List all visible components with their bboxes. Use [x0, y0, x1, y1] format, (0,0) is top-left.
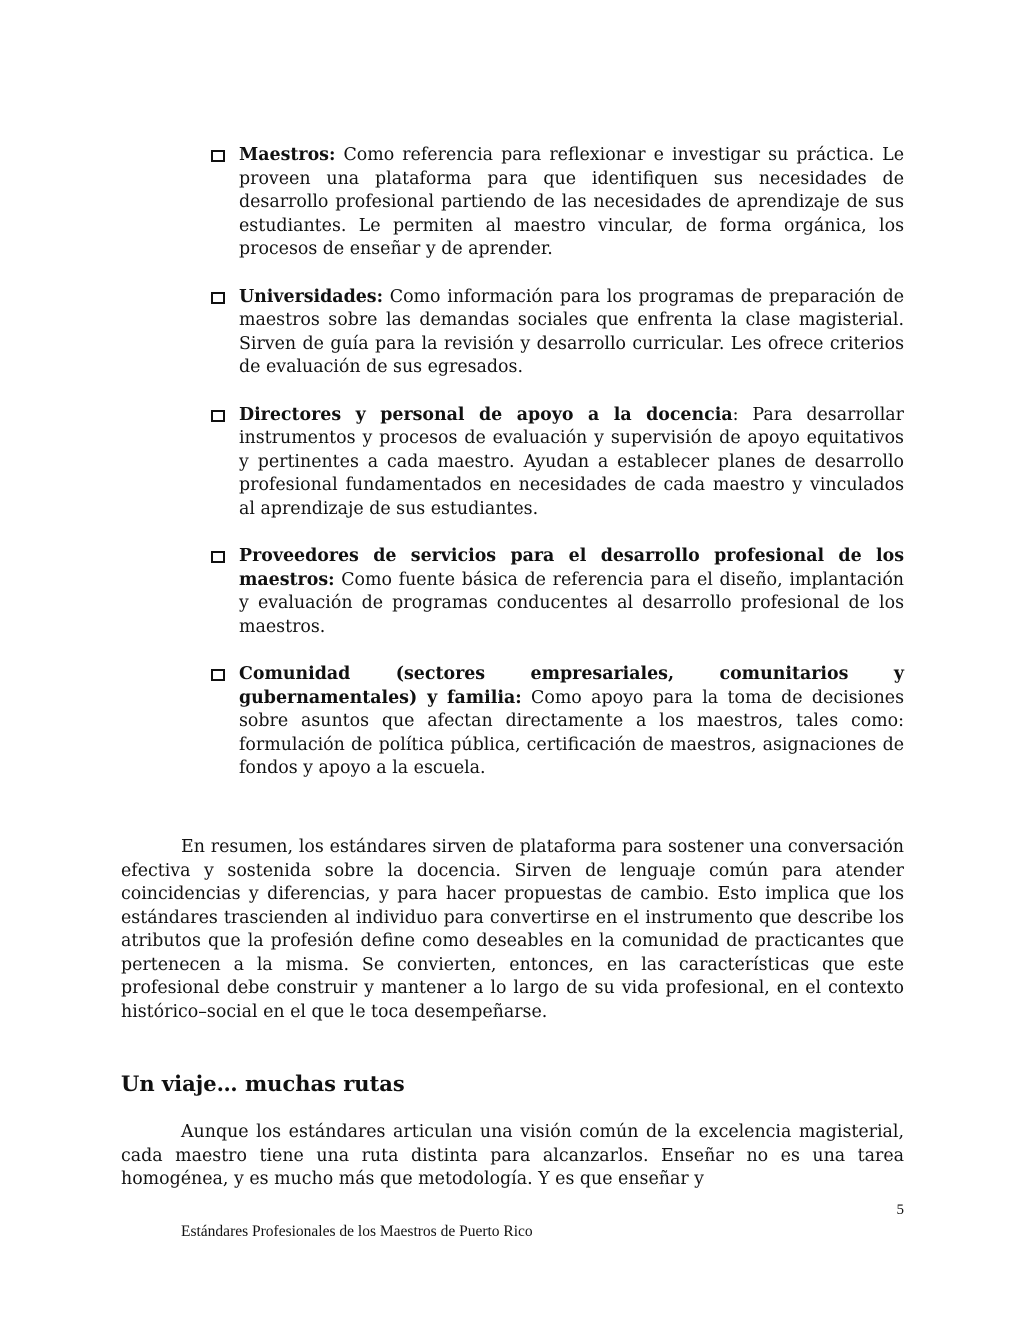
bullet-text — [239, 663, 904, 781]
checkbox-bullet-icon — [211, 292, 225, 304]
bullet-term: Comunidad (sectores empresariales, comunitarios y gubernamentales) y familia: — [239, 664, 904, 708]
bullet-term: Proveedores de servicios para el desarrollo profesional de los maestros: — [239, 546, 904, 590]
bullet-item-proveedores — [211, 545, 904, 639]
bullet-text — [239, 286, 904, 380]
bullet-term: Maestros: — [239, 145, 336, 165]
section-heading: Un viaje… muchas rutas — [121, 1071, 405, 1096]
bullet-term: Directores y personal de apoyo a la docencia — [239, 404, 733, 425]
audience-bullet-list — [211, 144, 904, 805]
page-number: 5 — [896, 1202, 904, 1218]
bullet-text — [239, 404, 904, 522]
bullet-description: Como apoyo para la toma de decisiones sobre asuntos que afectan directamente a los maestros, tales como: formulación de política pública, certificación de maestros, asignaciones de fondos y apoyo a la escuela. — [239, 687, 905, 778]
bullet-description: Como referencia para reflexionar e investigar su práctica. Le proveen una plataforma para que identifiquen sus necesidades de desarrollo profesional partiendo de las necesidades de aprendizaje de sus estudiantes. Le permiten al maestro vincular, de forma orgánica, los procesos de enseñar y de aprender. — [239, 145, 904, 259]
bullet-term: Universidades: — [239, 286, 384, 307]
bullet-item-maestros — [211, 144, 904, 262]
page-footer: Estándares Profesionales de los Maestros de Puerto Rico — [181, 1223, 533, 1240]
bullet-text — [239, 144, 904, 262]
bullet-item-comunidad — [211, 663, 904, 781]
bullet-description: : Para desarrollar instrumentos y procesos de evaluación y supervisión de apoyo equitativos y pertinentes a cada maestro. Ayudan a establecer planes de desarrollo profesional fundamentados en necesidades de cada maestro y vinculados al aprendizaje de sus estudiantes. — [239, 404, 904, 519]
summary-paragraph: En resumen, los estándares sirven de plataforma para sostener una conversación efectiva y sostenida sobre la docencia. Sirven de lenguaje común para atender coincidencias y diferencias, y para hacer propuestas de cambio. Esto implica que los estándares trascienden al individuo para convertirse en el instrumento que describe los atributos que la profesión define como deseables en la comunidad de practicantes que pertenecen a la misma. Se convierten, entonces, en las características que este profesional debe construir y mantener a lo largo de su vida profesional, en el contexto histórico–social en el que le toca desempeñarse. — [121, 837, 904, 1022]
checkbox-bullet-icon — [211, 410, 225, 422]
checkbox-bullet-icon — [211, 669, 225, 681]
checkbox-bullet-icon — [211, 150, 225, 162]
bullet-item-directores — [211, 404, 904, 522]
bullet-description: Como información para los programas de preparación de maestros sobre las demandas sociales que enfrenta la clase magisterial. Sirven de guía para la revisión y desarrollo curricular. Les ofrece criterios de evaluación de sus egresados. — [239, 286, 904, 377]
bullet-description: Como fuente básica de referencia para el diseño, implantación y evaluación de programas conducentes al desarrollo profesional de los maestros. — [239, 569, 904, 637]
bullet-text — [239, 545, 904, 639]
journey-paragraph: Aunque los estándares articulan una visión común de la excelencia magisterial, cada maestro tiene una ruta distinta para alcanzarlos. Enseñar no es una tarea homogénea, y es mucho más que metodología. Y es que enseñar y — [121, 1122, 904, 1189]
bullet-item-universidades — [211, 286, 904, 380]
checkbox-bullet-icon — [211, 551, 225, 563]
